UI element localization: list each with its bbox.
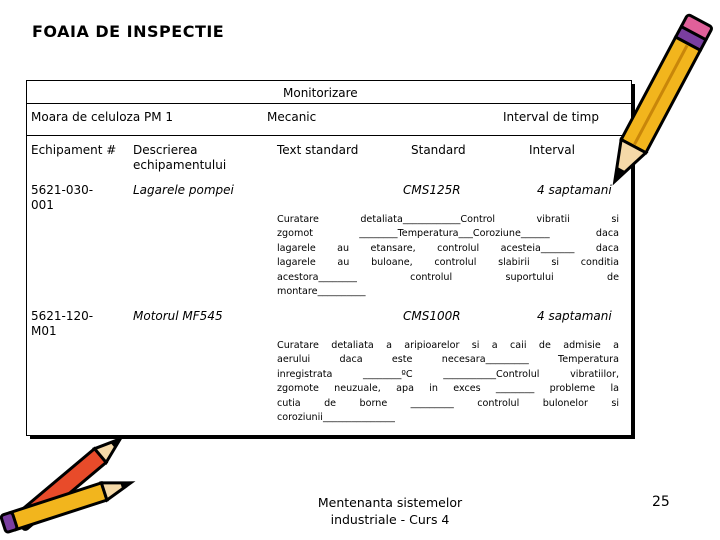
col-header-description: Descrierea echipamentului: [133, 143, 227, 172]
col-header-text-standard: Text standard: [277, 143, 359, 157]
interval-value: 4 saptamani: [537, 309, 612, 323]
interval-value: 4 saptamani: [537, 183, 612, 197]
standard-code: CMS125R: [403, 183, 461, 197]
standard-text: Curatare detaliata____________Control vibratii si zgomot ________Temperatura___Coroziune______ daca lagarele au etansare, controlul acesteia_______ daca lagarele au buloane, controlul slabirii si conditia acestora________ controlul suportului de montare__________: [277, 214, 619, 298]
location-label: Moara de celuloza PM 1: [31, 110, 174, 124]
col-header-interval: Interval: [529, 143, 575, 157]
inspection-sheet: [26, 80, 632, 436]
page-number: 25: [652, 494, 670, 510]
department-label: Mecanic: [267, 110, 317, 124]
divider: [27, 135, 631, 136]
time-interval-label: Interval de timp: [503, 110, 599, 124]
pencils-icon: [0, 432, 150, 540]
equipment-description: Lagarele pompei: [133, 183, 234, 197]
col-header-equipment: Echipament #: [31, 143, 117, 157]
standard-text: Curatare detaliata a aripioarelor si a caii de admisie a aerului daca este necesara_________ Temperatura inregistrata ________ºC ___________Controlul vibratiilor, zgomote neuzuale, apa in exces ________ probleme la cutia de borne _________ controlul bulonelor si coroziunii_______________: [277, 340, 619, 424]
equipment-id: 5621-120-M01: [31, 309, 94, 338]
section-title: Monitorizare: [283, 86, 358, 100]
page-title: FOAIA DE INSPECTIE: [32, 22, 225, 41]
pencil-icon: [598, 2, 716, 202]
standard-code: CMS100R: [403, 309, 461, 323]
divider: [27, 103, 631, 104]
col-header-standard: Standard: [411, 143, 466, 157]
equipment-description: Motorul MF545: [133, 309, 223, 323]
footer-course: Mentenanta sistemelor industriale - Curs 4: [317, 495, 463, 527]
equipment-id: 5621-030-001: [31, 183, 94, 212]
